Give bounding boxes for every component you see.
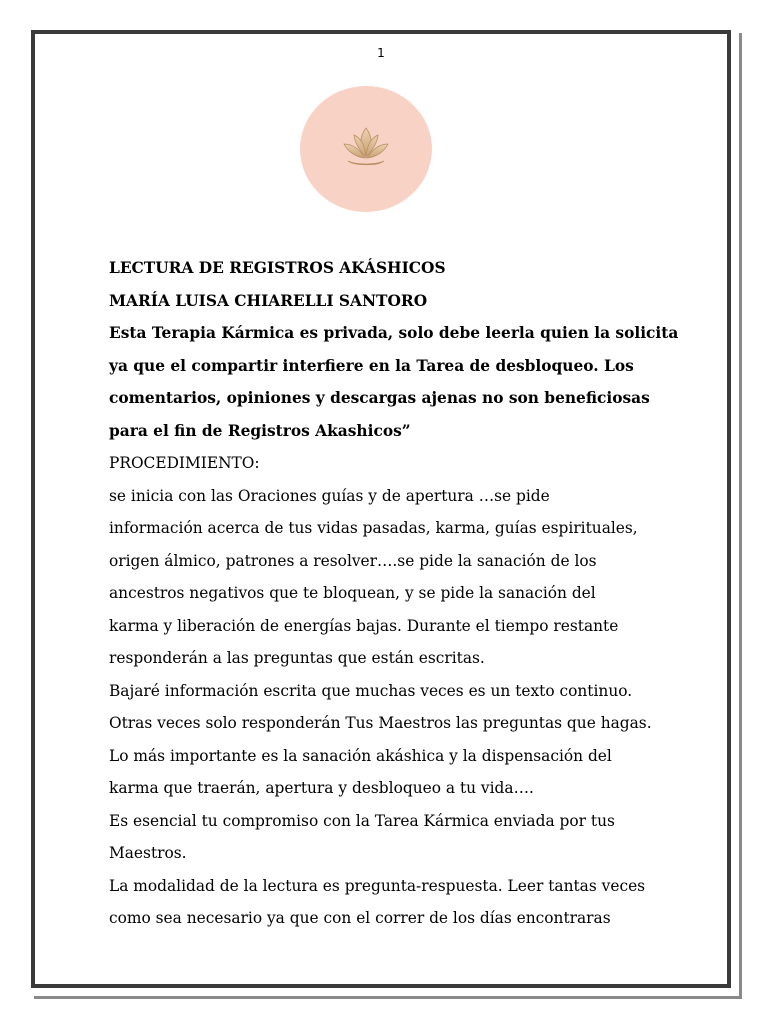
logo-circle [300, 86, 432, 212]
text-line: origen álmico, patrones a resolver….se pide la sanación de los [109, 551, 597, 570]
text-line: LECTURA DE REGISTROS AKÁSHICOS [109, 259, 446, 277]
text-line: Otras veces solo responderán Tus Maestros las preguntas que hagas. [109, 714, 652, 732]
text-line: como sea necesario ya que con el correr de los días encontraras [109, 909, 611, 927]
text-line: PROCEDIMIENTO: [109, 454, 260, 472]
text-line: Maestros. [109, 844, 187, 862]
text-line: comentarios, opiniones y descargas ajenas no son beneficiosas [109, 389, 650, 407]
text-line: MARÍA LUISA CHIARELLI SANTORO [109, 291, 428, 310]
text-line: se inicia con las Oraciones guías y de apertura …se pide [109, 486, 550, 505]
document-page [31, 30, 731, 988]
text-line: responderán a las preguntas que están escritas. [109, 649, 485, 667]
text-line: Lo más importante es la sanación akáshica y la dispensación del [109, 746, 612, 765]
text-line: karma que traerán, apertura y desbloqueo a tu vida…. [109, 779, 534, 797]
text-line: información acerca de tus vidas pasadas, karma, guías espirituales, [109, 519, 638, 537]
page-number: 1 [377, 46, 385, 60]
text-line: ya que el compartir interfiere en la Tarea de desbloqueo. Los [109, 356, 634, 375]
document-body [109, 252, 689, 935]
text-line: Bajaré información escrita que muchas veces es un texto continuo. [109, 681, 633, 700]
text-line: Esta Terapia Kármica es privada, solo debe leerla quien la solicita [109, 324, 679, 342]
text-line: La modalidad de la lectura es pregunta-respuesta. Leer tantas veces [109, 876, 646, 895]
lotus-icon [340, 124, 392, 170]
text-line: karma y liberación de energías bajas. Durante el tiempo restante [109, 616, 619, 635]
text-line: ancestros negativos que te bloquean, y se pide la sanación del [109, 584, 596, 602]
text-line: Es esencial tu compromiso con la Tarea Kármica enviada por tus [109, 811, 615, 830]
text-line: para el fin de Registros Akashicos” [109, 421, 411, 440]
